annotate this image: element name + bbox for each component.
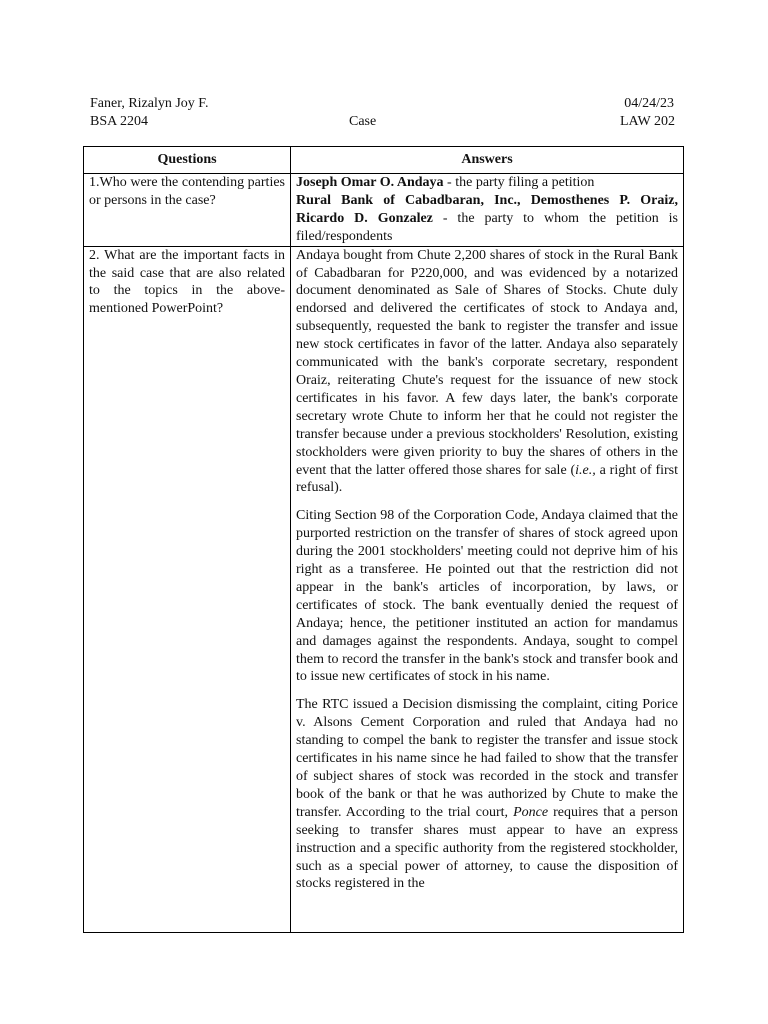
answer-paragraph-2: Citing Section 98 of the Corporation Code, Andaya claimed that the purported restriction on the transfer of shares of stock agreed upon during the 2001 stockholders' meeting could not deprive him of his right as a transferee. He pointed out that the restriction did not appear in the bank's articles of incorporation, by laws, or certificates of stock. The bank eventually denied the request of Andaya; hence, the petitioner instituted an action for mandamus and damages against the respondents. Andaya, sought to compel them to record the transfer in the bank's stock and transfer book and to issue new certificates of stock in his name. [296, 508, 678, 685]
table-header-row [84, 147, 684, 174]
paragraph-1-end: a right of first refusal). [296, 462, 678, 496]
paragraph-1-italic: i.e., [575, 462, 596, 478]
respondents-desc: - the party to whom the petition is filed/respondents [296, 210, 679, 244]
answer-body [296, 247, 678, 932]
table-row [84, 246, 684, 932]
document-date: 04/24/23 [624, 96, 674, 111]
student-section: BSA 2204 [90, 114, 148, 129]
answers-header: Answers [291, 147, 684, 174]
paragraph-1-text: Andaya bought from Chute 2,200 shares of stock in the Rural Bank of Cabadbaran for P220,000, and was evidenced by a notarized document denominated as Sale of Shares of Stocks. Chute duly endorsed and delivered the certificates of stock to Andaya and, subsequently, requested the bank to register the transfer and issue new stock certificates in favor of the latter. Andaya also separately communicated with the bank's corporate secretary, respondent Oraiz, reiterating Chute's request for the issuance of new stock certificates in his favor. A few days later, the bank's corporate secretary wrote Chute to inform her that he could not register the transfer because under a previous stockholders' Resolution, existing stockholders were given priority to buy the shares of others in the event that the latter offered those shares for sale ( [296, 247, 678, 478]
qa-table [83, 146, 684, 933]
paragraph-3-italic: Ponce [513, 804, 549, 820]
petitioner-desc: - the party filing a petition [443, 175, 595, 190]
question-cell: 2. What are the important facts in the said case that are also related to the topics in the above-mentioned PowerPoint? [84, 246, 291, 932]
question-cell: 1.Who were the contending parties or persons in the case? [84, 174, 291, 247]
answer-paragraph-1 [296, 247, 678, 498]
answer-cell [291, 246, 684, 932]
respondents-name: Rural Bank of Cabadbaran, Inc., Demosthenes P. Oraiz, Ricardo D. Gonzalez [296, 192, 678, 226]
student-name: Faner, Rizalyn Joy F. [90, 96, 209, 111]
questions-header: Questions [84, 147, 291, 174]
table-row [84, 174, 684, 247]
course-code: LAW 202 [619, 114, 675, 129]
document-title: Case [349, 114, 377, 129]
answer-cell [291, 174, 684, 247]
petitioner-name: Joseph Omar O. Andaya [296, 175, 444, 190]
paragraph-3-end: requires that a person seeking to transfer shares must appear to have an express instruction and a specific authority from the registered stockholder, such as a special power of attorney, to cause the disposition of stocks registered in the [296, 804, 678, 892]
paragraph-3-text: The RTC issued a Decision dismissing the complaint, citing Porice v. Alsons Cement Corporation and ruled that Andaya had no standing to compel the bank to register the transfer and issue stock certificates in his name since he had failed to show that the transfer of subject shares of stock was recorded in the stock and transfer book of the bank or that he was authorized by Chute to make the transfer. According to the trial court, [296, 697, 678, 820]
party-petitioner [296, 174, 678, 192]
answer-paragraph-3 [296, 696, 678, 893]
party-respondents [296, 192, 678, 246]
